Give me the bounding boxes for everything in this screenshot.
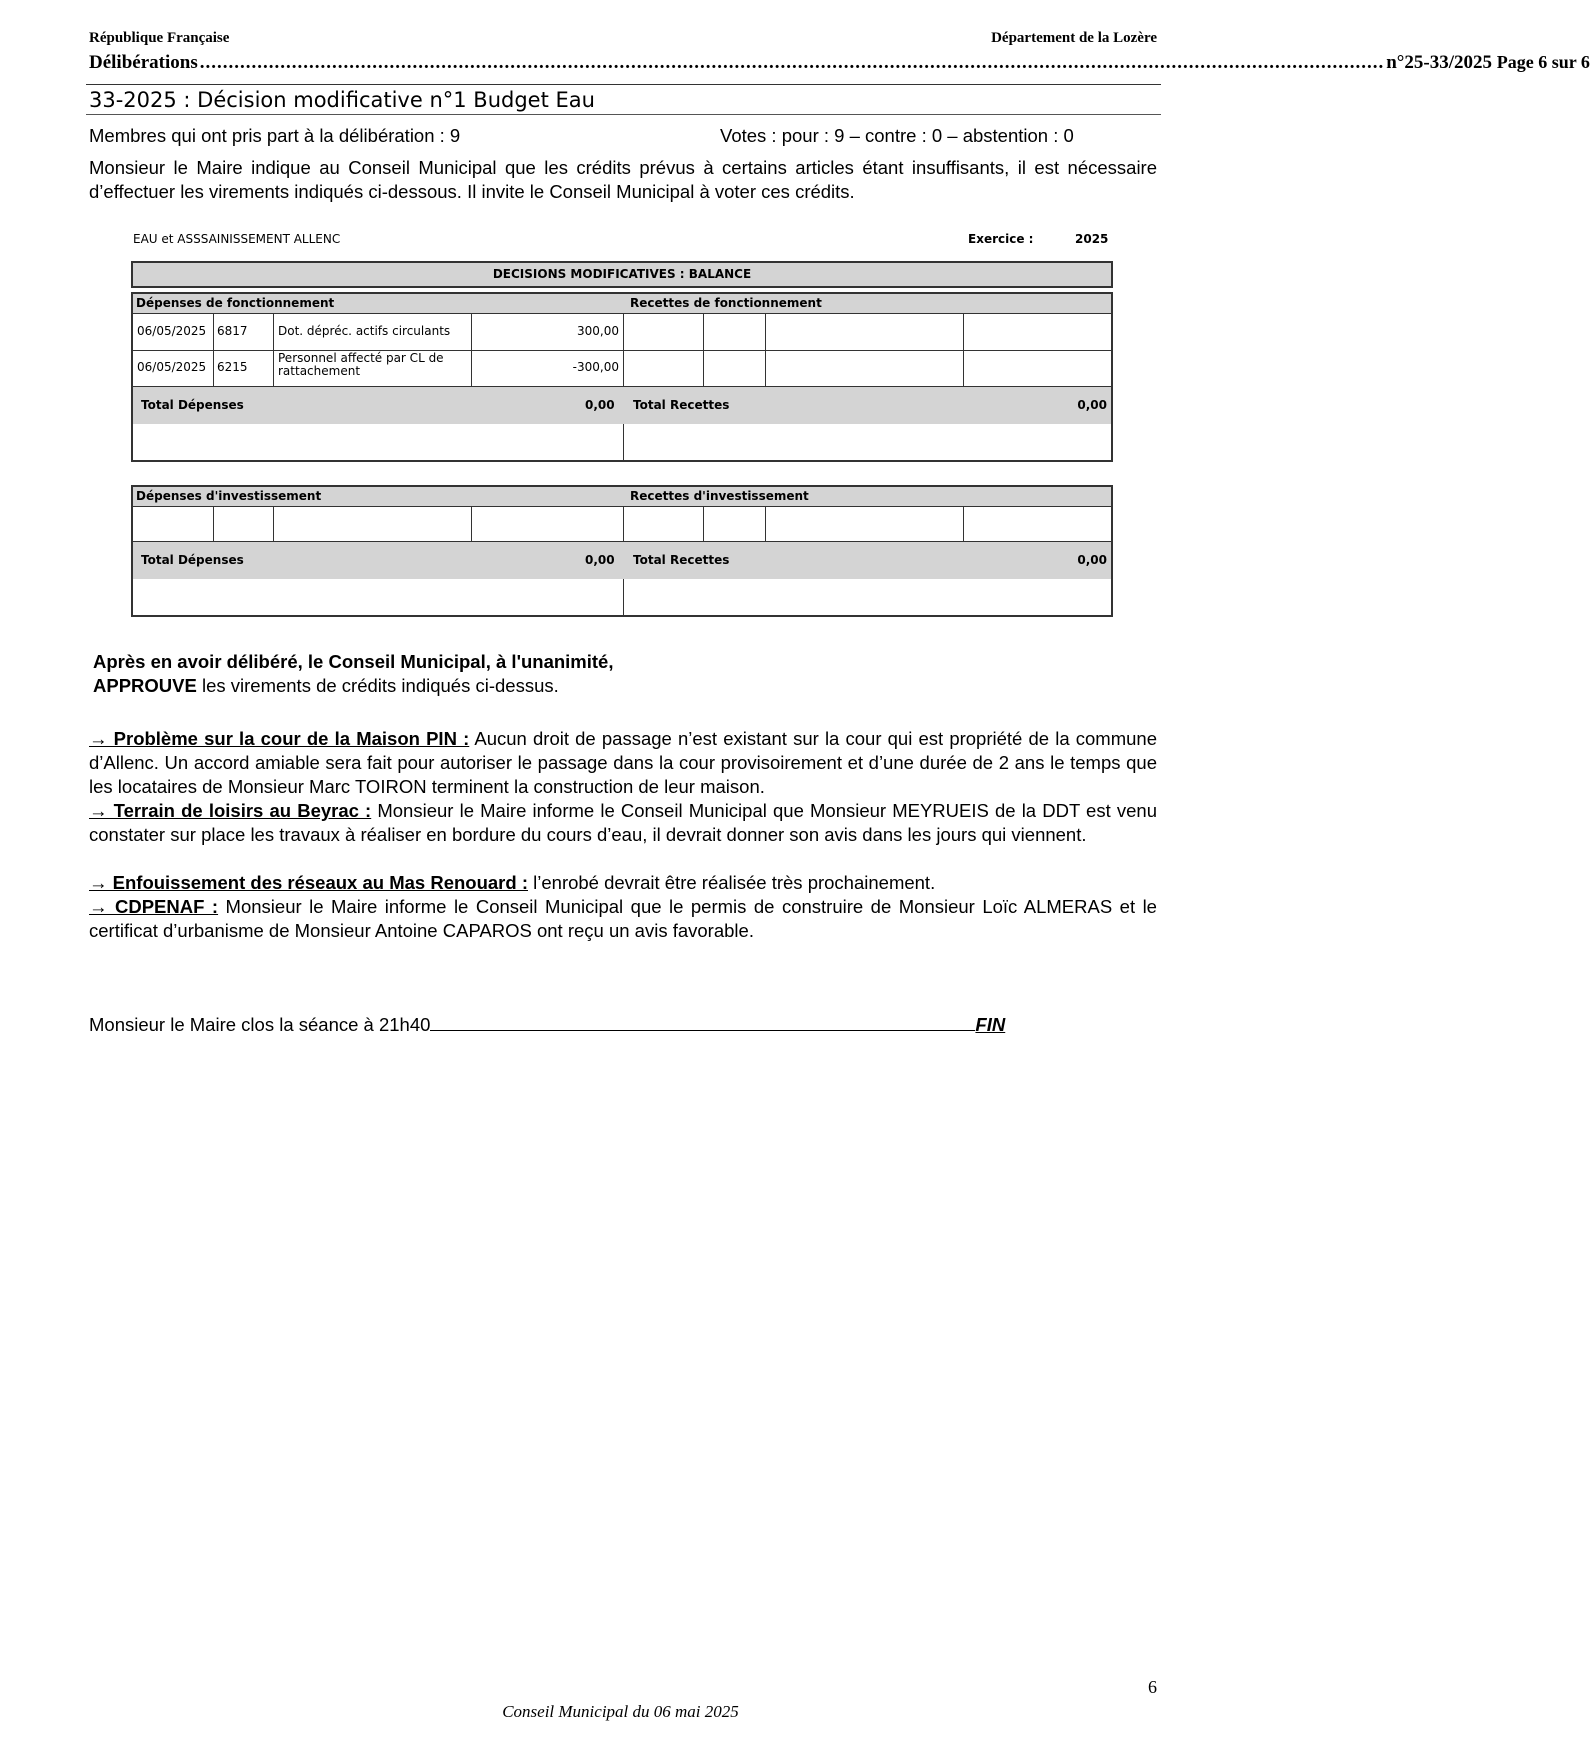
investissement-table — [131, 485, 1113, 617]
department-label: Département de la Lozère — [991, 30, 1157, 46]
page-footer: Conseil Municipal du 06 mai 2025 — [502, 1702, 739, 1721]
investissement-header — [133, 487, 1111, 507]
closing-text: Monsieur le Maire clos la séance à 21h40 — [89, 1014, 431, 1035]
row-label: Dot. dépréc. actifs circulants — [278, 324, 451, 338]
info-point — [89, 727, 1157, 799]
document-header-bottom — [89, 52, 1590, 74]
recettes-inv-header: Recettes d'investissement — [630, 489, 809, 503]
point-text: Monsieur le Maire informe le Conseil Municipal que le permis de construire de Monsieur Loïc ALMERAS et le certificat d’urbanisme de Monsieur Antoine CAPAROS ont reçu un avis favorable. — [89, 896, 1157, 941]
grid-line — [765, 313, 766, 386]
grid-line — [213, 313, 214, 386]
grid-line — [273, 313, 274, 386]
point-text: Aucun droit de passage n’est existant sur la cour qui est propriété de la commune d’Allenc. Un accord amiable sera fait pour autoriser le passage dans la cour provisoirement et d’une durée de 2 ans le temps que les locataires de Monsieur Marc TOIRON terminent la construction de leur maison. — [89, 728, 1157, 797]
row-date: 06/05/2025 — [137, 360, 207, 374]
info-point — [89, 871, 1157, 895]
grid-line — [471, 313, 472, 386]
total-recettes-label: Total Recettes — [633, 553, 730, 567]
deliberation-statement: Après en avoir délibéré, le Conseil Municipal, à l'unanimité, — [93, 651, 614, 672]
approval-rest: les virements de crédits indiqués ci-dessus. — [196, 675, 559, 696]
row-account: 6215 — [217, 360, 248, 374]
investissement-totals — [133, 541, 1111, 579]
votes-result: Votes : pour : 9 – contre : 0 – abstention : 0 — [720, 125, 1074, 146]
fin-label: FIN — [975, 1014, 1006, 1035]
total-depenses-label: Total Dépenses — [141, 398, 244, 412]
page-indicator: Page 6 sur 6 — [1496, 52, 1590, 72]
exercice-value: 2025 — [1075, 232, 1109, 246]
row-date: 06/05/2025 — [137, 324, 207, 338]
total-depenses-label: Total Dépenses — [141, 553, 244, 567]
row-amount: 300,00 — [577, 324, 619, 338]
row-amount: -300,00 — [572, 360, 619, 374]
section-title: 33-2025 : Décision modificative n°1 Budget Eau — [89, 88, 595, 112]
grid-line — [765, 506, 766, 541]
grid-line — [471, 506, 472, 541]
closing-line — [89, 1012, 1005, 1037]
info-point — [89, 895, 1157, 943]
approval-statement — [93, 674, 559, 698]
republic-label: République Française — [89, 30, 230, 46]
depenses-fonct-header: Dépenses de fonctionnement — [136, 296, 335, 310]
grid-line — [213, 506, 214, 541]
closing-underline — [430, 1012, 975, 1031]
title-divider — [86, 114, 1161, 115]
page-number: 6 — [1148, 1677, 1157, 1697]
depenses-inv-header: Dépenses d'investissement — [136, 489, 322, 503]
total-depenses-value: 0,00 — [585, 398, 615, 412]
deliberation-reference — [1386, 52, 1590, 74]
grid-line — [963, 506, 964, 541]
members-count: Membres qui ont pris part à la délibération : 9 — [89, 125, 461, 146]
dot-leader: .............................................................................................................................................................................................................. — [199, 52, 1385, 73]
balance-title: DECISIONS MODIFICATIVES : BALANCE — [492, 267, 752, 281]
point-text: Monsieur le Maire informe le Conseil Municipal que Monsieur MEYRUEIS de la DDT est venu constater sur place les travaux à réaliser en bordure du cours d’eau, il devrait donner son avis dans les jours qui viennent. — [89, 800, 1157, 845]
total-recettes-label: Total Recettes — [633, 398, 730, 412]
total-depenses-value: 0,00 — [585, 553, 615, 567]
point-heading: → Terrain de loisirs au Beyrac : — [89, 800, 372, 821]
budget-organisation: EAU et ASSSAINISSEMENT ALLENC — [133, 232, 341, 246]
point-heading: → CDPENAF : — [89, 896, 219, 917]
deliberations-label: Délibérations — [89, 52, 198, 73]
row-label: Personnel affecté par CL de rattachement — [278, 351, 444, 378]
grid-line — [703, 313, 704, 386]
fonctionnement-table — [131, 292, 1113, 462]
document-header-top — [89, 30, 1157, 47]
point-text: l’enrobé devrait être réalisée très prochainement. — [528, 872, 936, 893]
recettes-fonct-header: Recettes de fonctionnement — [630, 296, 822, 310]
intro-paragraph: Monsieur le Maire indique au Conseil Municipal que les crédits prévus à certains articles étant insuffisants, il est nécessaire d’effectuer les virements indiqués ci-dessous. Il invite le Conseil Municipal à voter ces crédits. — [89, 157, 1157, 202]
grid-line — [963, 313, 964, 386]
header-divider — [86, 84, 1161, 85]
exercice-label: Exercice : — [968, 232, 1034, 246]
info-point — [89, 799, 1157, 847]
total-recettes-value: 0,00 — [1077, 553, 1107, 567]
total-recettes-value: 0,00 — [1077, 398, 1107, 412]
fonctionnement-header — [133, 294, 1111, 314]
fonctionnement-totals — [133, 386, 1111, 424]
point-heading: → Enfouissement des réseaux au Mas Renouard : — [89, 872, 528, 893]
point-heading: → Problème sur la cour de la Maison PIN : — [89, 728, 470, 749]
row-account: 6817 — [217, 324, 248, 338]
reference-number: n°25-33/2025 — [1386, 52, 1492, 73]
approve-word: APPROUVE — [93, 675, 197, 696]
balance-title-bar — [131, 261, 1113, 288]
grid-line — [703, 506, 704, 541]
grid-line — [273, 506, 274, 541]
